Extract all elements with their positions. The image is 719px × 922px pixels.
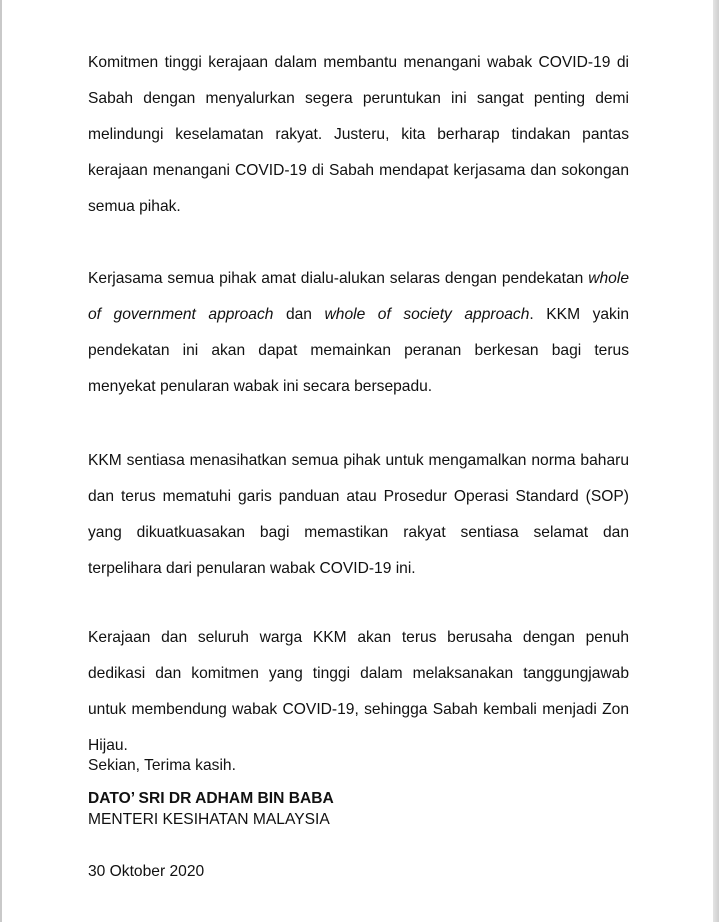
- paragraph-2-text-a: Kerjasama semua pihak amat dialu-alukan selaras dengan pendekatan: [88, 270, 589, 287]
- page-edge-right: [713, 0, 719, 922]
- paragraph-1-text: Komitmen tinggi kerajaan dalam membantu menangani wabak COVID-19 di Sabah dengan menyalurkan segera peruntukan ini sangat penting demi melindungi keselamatan rakyat. Justeru, kita berharap tindakan pantas kerajaan menangani COVID-19 di Sabah mendapat kerjasama dan sokongan semua pihak.: [88, 54, 629, 215]
- paragraph-2-text-b: dan: [273, 306, 325, 323]
- signatory-name: DATO’ SRI DR ADHAM BIN BABA: [88, 790, 334, 807]
- paragraph-2: [88, 261, 629, 405]
- closing-remark: Sekian, Terima kasih.: [88, 757, 236, 774]
- paragraph-3: [88, 443, 629, 587]
- page-edge-left: [0, 0, 2, 922]
- paragraph-2-italic-phrase-2: whole of society approach: [324, 306, 530, 323]
- paragraph-1: [88, 45, 629, 225]
- paragraph-3-text: KKM sentiasa menasihatkan semua pihak untuk mengamalkan norma baharu dan terus mematuhi garis panduan atau Prosedur Operasi Standard (SOP) yang dikuatkuasakan bagi memastikan rakyat sentiasa selamat dan terpelihara dari penularan wabak COVID-19 ini.: [88, 452, 629, 577]
- signatory-title: MENTERI KESIHATAN MALAYSIA: [88, 811, 330, 828]
- document-date: 30 Oktober 2020: [88, 863, 205, 880]
- paragraph-2-text-c: . KKM yakin pendekatan ini akan dapat memainkan peranan berkesan bagi terus menyekat penularan wabak ini secara bersepadu.: [88, 306, 629, 395]
- paragraph-4-text: Kerajaan dan seluruh warga KKM akan terus berusaha dengan penuh dedikasi dan komitmen yang tinggi dalam melaksanakan tanggungjawab untuk membendung wabak COVID-19, sehingga Sabah kembali menjadi Zon Hijau.: [88, 629, 629, 754]
- paragraph-4: [88, 620, 629, 764]
- paragraph-2-italic-phrase-1: whole of government approach: [88, 270, 629, 323]
